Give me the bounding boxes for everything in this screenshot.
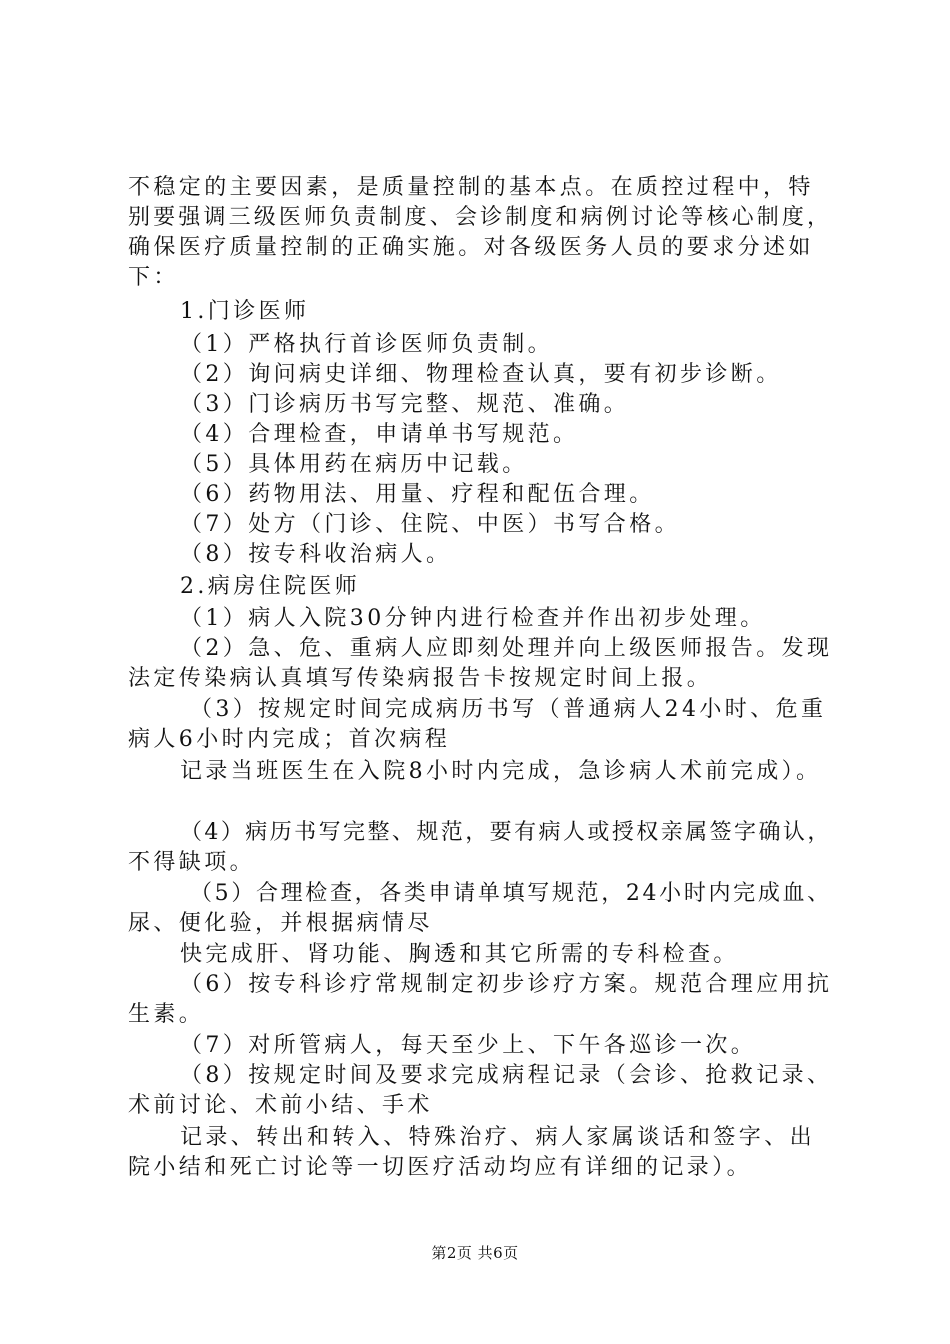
list-item: （7）对所管病人，每天至少上、下午各巡诊一次。: [180, 1033, 757, 1058]
list-item: （3）按规定时间完成病历书写（普通病人24小时、危重: [190, 697, 827, 722]
list-item: （6）药物用法、用量、疗程和配伍合理。: [180, 482, 655, 507]
list-item-continuation: 院小结和死亡讨论等一切医疗活动均应有详细的记录）。: [128, 1155, 753, 1180]
section-heading-inpatient: 2.病房住院医师: [180, 574, 361, 599]
list-item-continuation: 尿、便化验，并根据病情尽: [128, 911, 433, 936]
list-item: （8）按规定时间及要求完成病程记录（会诊、抢救记录、: [180, 1063, 833, 1088]
list-item: （4）病历书写完整、规范，要有病人或授权亲属签字确认，: [180, 820, 832, 845]
list-item-continuation: 记录当班医生在入院8小时内完成，急诊病人术前完成）。: [180, 759, 822, 784]
list-item: （8）按专科收治病人。: [180, 542, 452, 567]
list-item: （5）具体用药在病历中记载。: [180, 452, 528, 477]
list-item: （2）询问病史详细、物理检查认真，要有初步诊断。: [180, 362, 782, 387]
list-item: （4）合理检查，申请单书写规范。: [180, 422, 579, 447]
page-footer: 第2页 共6页: [431, 1244, 519, 1262]
list-item-continuation: 病人6小时内完成；首次病程: [128, 727, 451, 752]
list-item: （2）急、危、重病人应即刻处理并向上级医师报告。发现: [180, 636, 833, 661]
list-item-continuation: 不得缺项。: [128, 850, 256, 875]
list-item-continuation: 术前讨论、术前小结、手术: [128, 1093, 433, 1118]
list-item: （6）按专科诊疗常规制定初步诊疗方案。规范合理应用抗: [180, 972, 833, 997]
list-item-continuation: 记录、转出和转入、特殊治疗、病人家属谈话和签字、出: [180, 1125, 816, 1150]
body-line: 别要强调三级医师负责制度、会诊制度和病例讨论等核心制度，: [128, 205, 833, 230]
body-line: 下：: [128, 265, 179, 290]
list-item-continuation: 法定传染病认真填写传染病报告卡按规定时间上报。: [128, 666, 713, 691]
list-item-continuation: 生素。: [128, 1002, 205, 1027]
list-item-continuation: 快完成肝、肾功能、胸透和其它所需的专科检查。: [180, 942, 739, 967]
list-item: （5）合理检查，各类申请单填写规范，24小时内完成血、: [190, 881, 832, 906]
section-heading-outpatient: 1.门诊医师: [180, 299, 310, 324]
list-item: （3）门诊病历书写完整、规范、准确。: [180, 392, 630, 417]
body-line: 确保医疗质量控制的正确实施。对各级医务人员的要求分述如: [128, 235, 814, 260]
list-item: （1）病人入院30分钟内进行检查并作出初步处理。: [180, 606, 766, 631]
list-item: （7）处方（门诊、住院、中医）书写合格。: [180, 512, 680, 537]
body-line: 不稳定的主要因素，是质量控制的基本点。在质控过程中，特: [128, 175, 814, 200]
list-item: （1）严格执行首诊医师负责制。: [180, 332, 553, 357]
